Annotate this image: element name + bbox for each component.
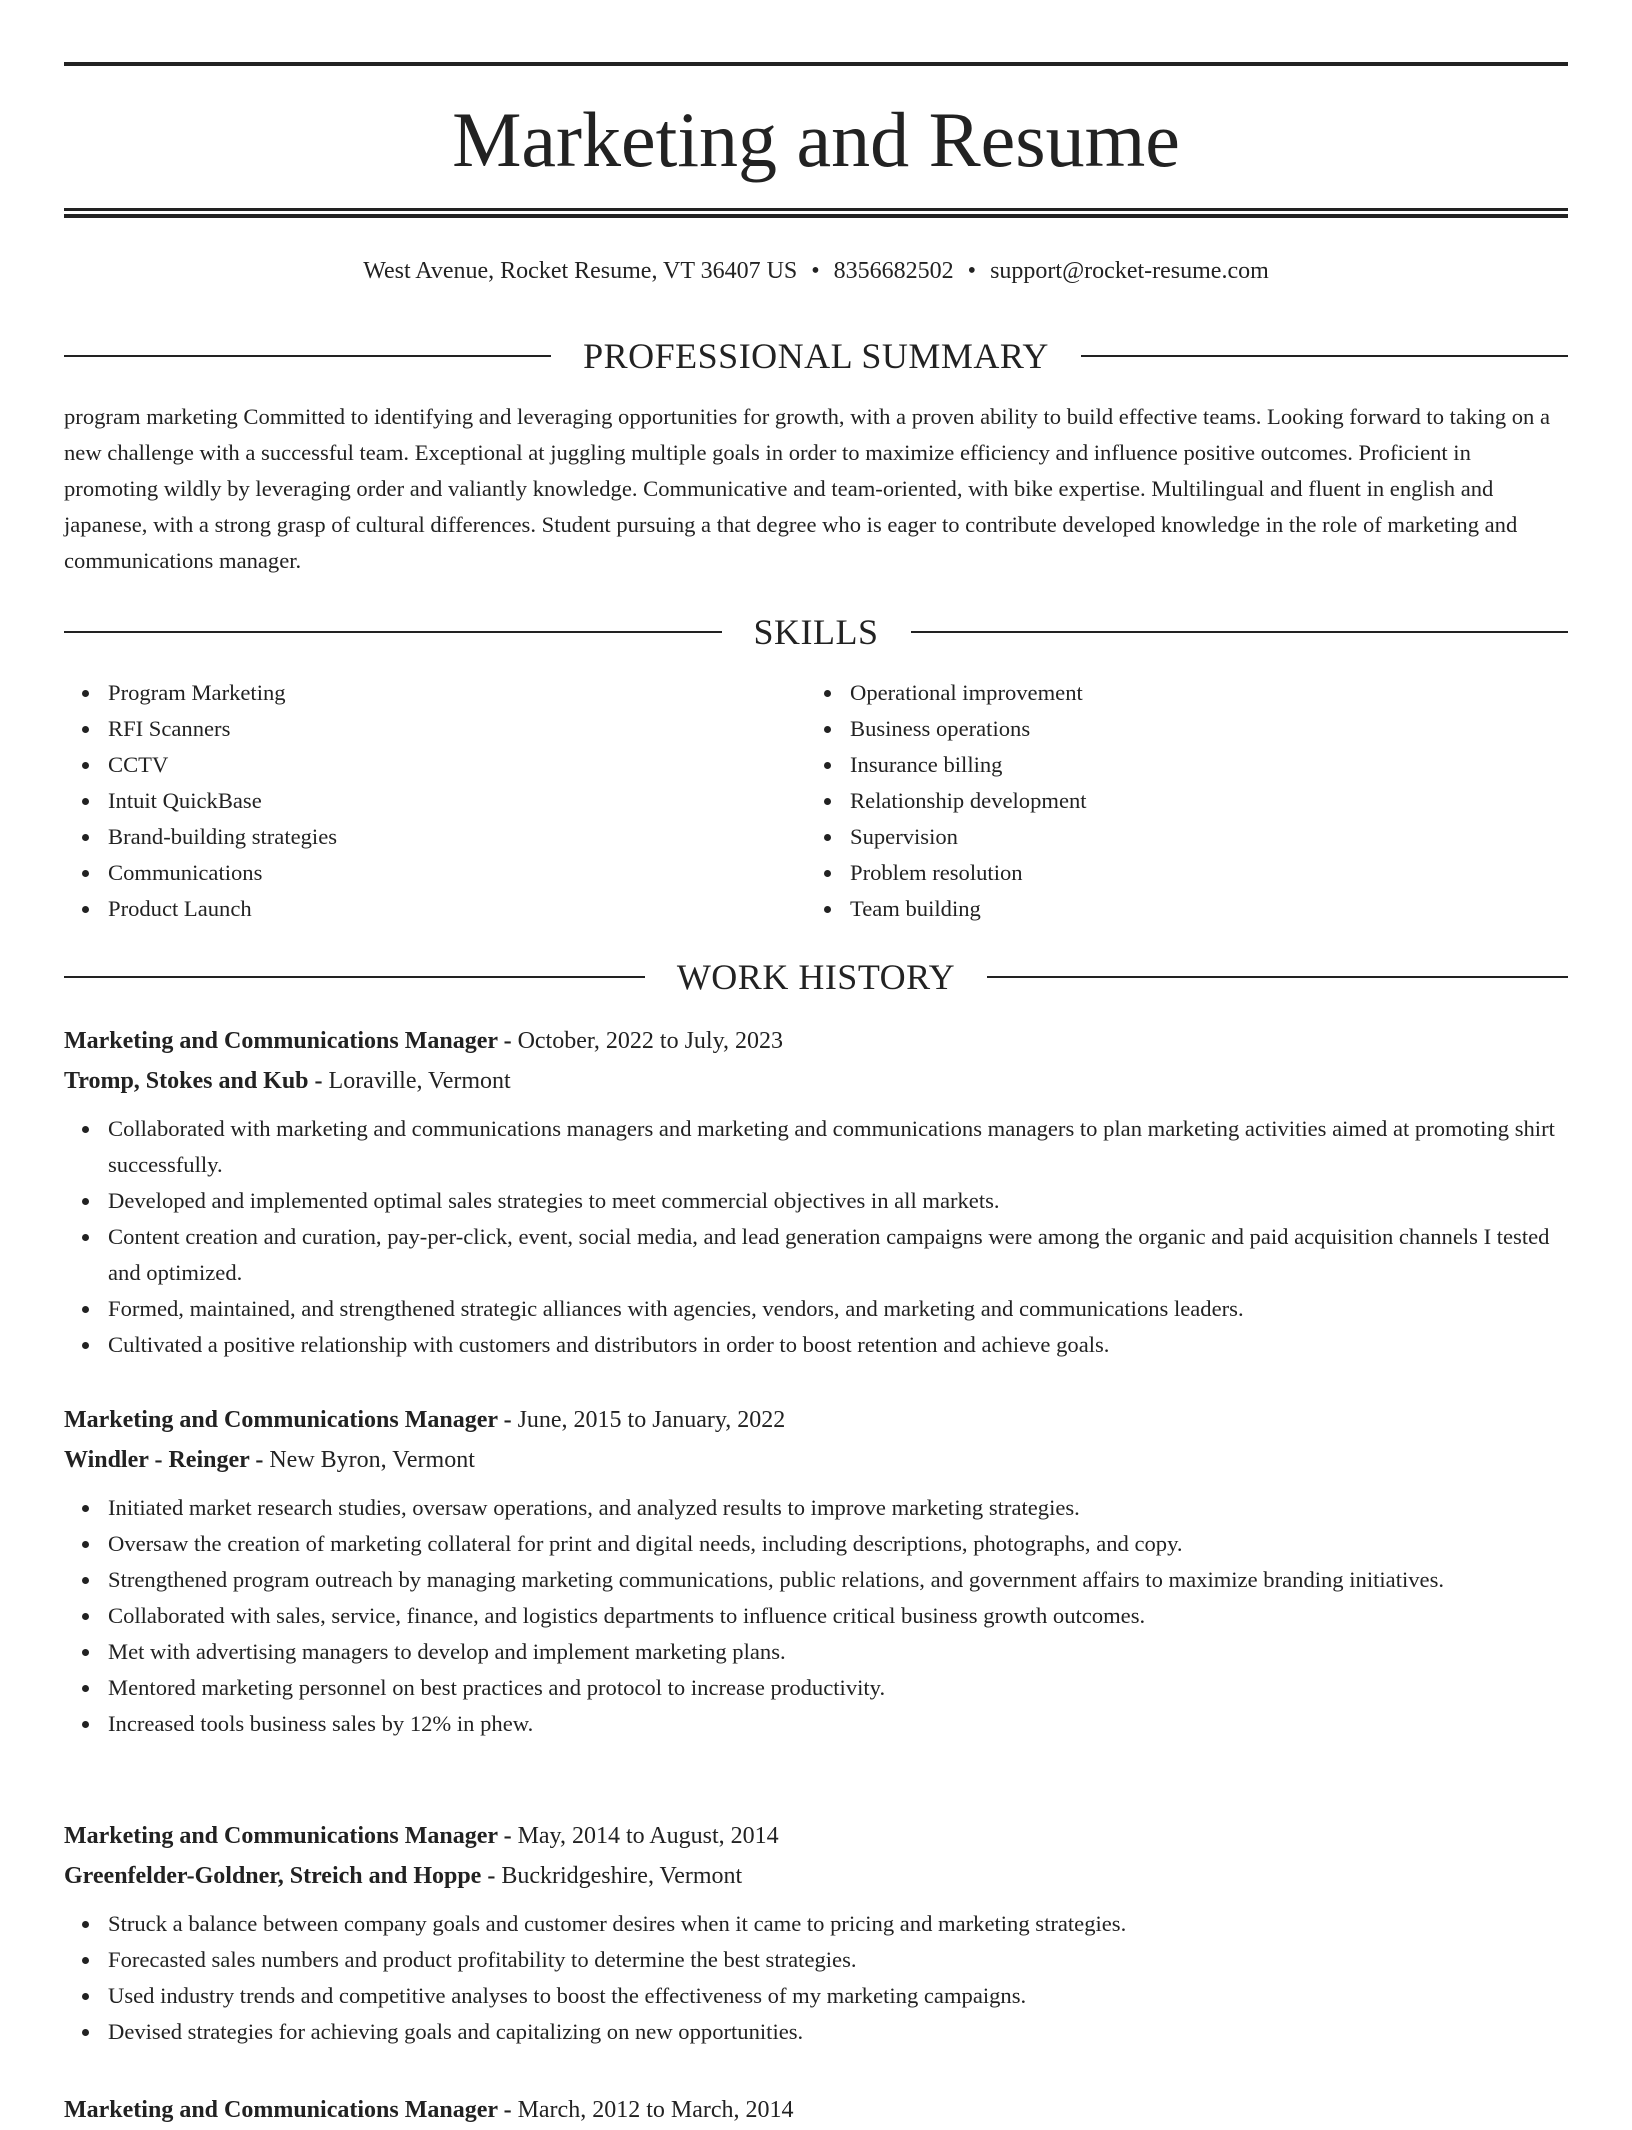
skills-section-heading [64,610,1568,654]
job-title: Marketing and Communications Manager [64,1823,498,1849]
header-top-rule [64,62,1568,66]
job-bullet: Increased tools business sales by 12% in phew. [108,1706,1568,1742]
job-bullet: Met with advertising managers to develop and implement marketing plans. [108,1634,1568,1670]
summary-section-heading [64,334,1568,378]
heading-rule-left [64,355,551,357]
skill-item: Communications [108,855,806,891]
job-company-line: Greenfelder-Goldner, Streich and Hoppe - Buckridgeshire, Vermont [64,1863,743,1889]
job-bullet: Cultivated a positive relationship with customers and distributors in order to boost retention and achieve goals. [108,1327,1568,1363]
summary-heading: PROFESSIONAL SUMMARY [583,336,1049,376]
job-company: Windler - Reinger [64,1447,250,1473]
skill-item: Team building [850,891,1548,927]
heading-rule-left [64,631,722,633]
job-company: Tromp, Stokes and Kub [64,1068,309,1094]
skill-item: Product Launch [108,891,806,927]
job-company-line: Windler - Reinger - New Byron, Vermont [64,1447,475,1473]
job-title-line: Marketing and Communications Manager - March, 2012 to March, 2014 [64,2097,794,2123]
job-bullet: Oversaw the creation of marketing collateral for print and digital needs, including descriptions, photographs, and copy. [108,1526,1568,1562]
job-bullet: Used industry trends and competitive analyses to boost the effectiveness of my marketing campaigns. [108,1978,1568,2014]
job-entry [64,1021,1568,1363]
job-bullet: Initiated market research studies, oversaw operations, and analyzed results to improve marketing strategies. [108,1490,1568,1526]
job-dates: October, 2022 to July, 2023 [517,1028,784,1054]
job-bullet: Strengthened program outreach by managing marketing communications, public relations, and government affairs to maximize branding initiatives. [108,1562,1568,1598]
skills-column-left [64,675,806,927]
job-bullet: Developed and implemented optimal sales strategies to meet commercial objectives in all markets. [108,1183,1568,1219]
heading-rule-left [64,976,645,978]
skills-list [64,675,1568,927]
job-bullet: Content creation and curation, pay-per-click, event, social media, and lead generation campaigns were among the organic and paid acquisition channels I tested and optimized. [108,1219,1568,1291]
skill-item: Insurance billing [850,747,1548,783]
skill-item: Brand-building strategies [108,819,806,855]
job-bullets [64,1906,1568,2050]
job-company-line: Tromp, Stokes and Kub - Loraville, Vermont [64,1068,511,1094]
skill-item: Relationship development [850,783,1548,819]
job-bullets [64,1490,1568,1742]
job-title-line: Marketing and Communications Manager - October, 2022 to July, 2023 [64,1028,784,1054]
skill-item: Supervision [850,819,1548,855]
skill-item: CCTV [108,747,806,783]
job-dates: March, 2012 to March, 2014 [517,2097,794,2123]
job-title: Marketing and Communications Manager [64,2097,498,2123]
skill-item: Program Marketing [108,675,806,711]
header-double-rule [64,208,1568,218]
job-company: Greenfelder-Goldner, Streich and Hoppe [64,1863,482,1889]
contact-separator: • [811,258,820,284]
job-bullet: Devised strategies for achieving goals and capitalizing on new opportunities. [108,2014,1568,2050]
contact-address: West Avenue, Rocket Resume, VT 36407 US [363,258,798,284]
heading-rule-right [1081,355,1568,357]
skill-item: Intuit QuickBase [108,783,806,819]
heading-rule-right [911,631,1569,633]
job-bullets [64,1111,1568,1363]
contact-email: support@rocket-resume.com [990,258,1269,284]
contact-separator: • [967,258,977,284]
job-title-line: Marketing and Communications Manager - June, 2015 to January, 2022 [64,1407,786,1433]
job-location: New Byron, Vermont [269,1447,475,1473]
job-bullet: Forecasted sales numbers and product profitability to determine the best strategies. [108,1942,1568,1978]
contact-line [64,254,1568,288]
skills-column-right [806,675,1548,927]
contact-phone: 8356682502 [833,258,954,284]
job-title-line: Marketing and Communications Manager - May, 2014 to August, 2014 [64,1823,779,1849]
job-dates: May, 2014 to August, 2014 [517,1823,779,1849]
job-dates: June, 2015 to January, 2022 [517,1407,786,1433]
skills-heading: SKILLS [753,612,879,652]
job-bullet: Struck a balance between company goals and customer desires when it came to pricing and marketing strategies. [108,1906,1568,1942]
job-title: Marketing and Communications Manager [64,1028,498,1054]
job-entry [64,2090,1568,2130]
summary-text: program marketing Committed to identifying and leveraging opportunities for growth, with a proven ability to build effective teams. Looking forward to taking on a new challenge with a successful team. Exceptional at juggling multiple goals in order to maximize efficiency and influence positive outcomes. Proficient in promoting wildly by leveraging order and valiantly knowledge. Communicative and team-oriented, with bike expertise. Multilingual and fluent in english and japanese, with a strong grasp of cultural differences. Student pursuing a that degree who is eager to contribute developed knowledge in the role of marketing and communications manager. [64,404,1551,573]
job-bullet: Collaborated with sales, service, finance, and logistics departments to influence critical business growth outcomes. [108,1598,1568,1634]
job-bullet: Mentored marketing personnel on best practices and protocol to increase productivity. [108,1670,1568,1706]
work-section-heading [64,955,1568,999]
job-bullet: Collaborated with marketing and communications managers and marketing and communications managers to plan marketing activities aimed at promoting shirt successfully. [108,1111,1568,1183]
job-location: Buckridgeshire, Vermont [501,1863,743,1889]
skill-item: RFI Scanners [108,711,806,747]
heading-rule-right [987,976,1568,978]
job-entry [64,1816,1568,2050]
skill-item: Business operations [850,711,1548,747]
job-entry [64,1400,1568,1742]
job-title: Marketing and Communications Manager [64,1407,498,1433]
skill-item: Problem resolution [850,855,1548,891]
job-bullet: Formed, maintained, and strengthened strategic alliances with agencies, vendors, and marketing and communications leaders. [108,1291,1568,1327]
resume-name: Marketing and Resume [452,96,1180,183]
work-heading: WORK HISTORY [676,957,956,997]
skill-item: Operational improvement [850,675,1548,711]
job-location: Loraville, Vermont [328,1068,511,1094]
